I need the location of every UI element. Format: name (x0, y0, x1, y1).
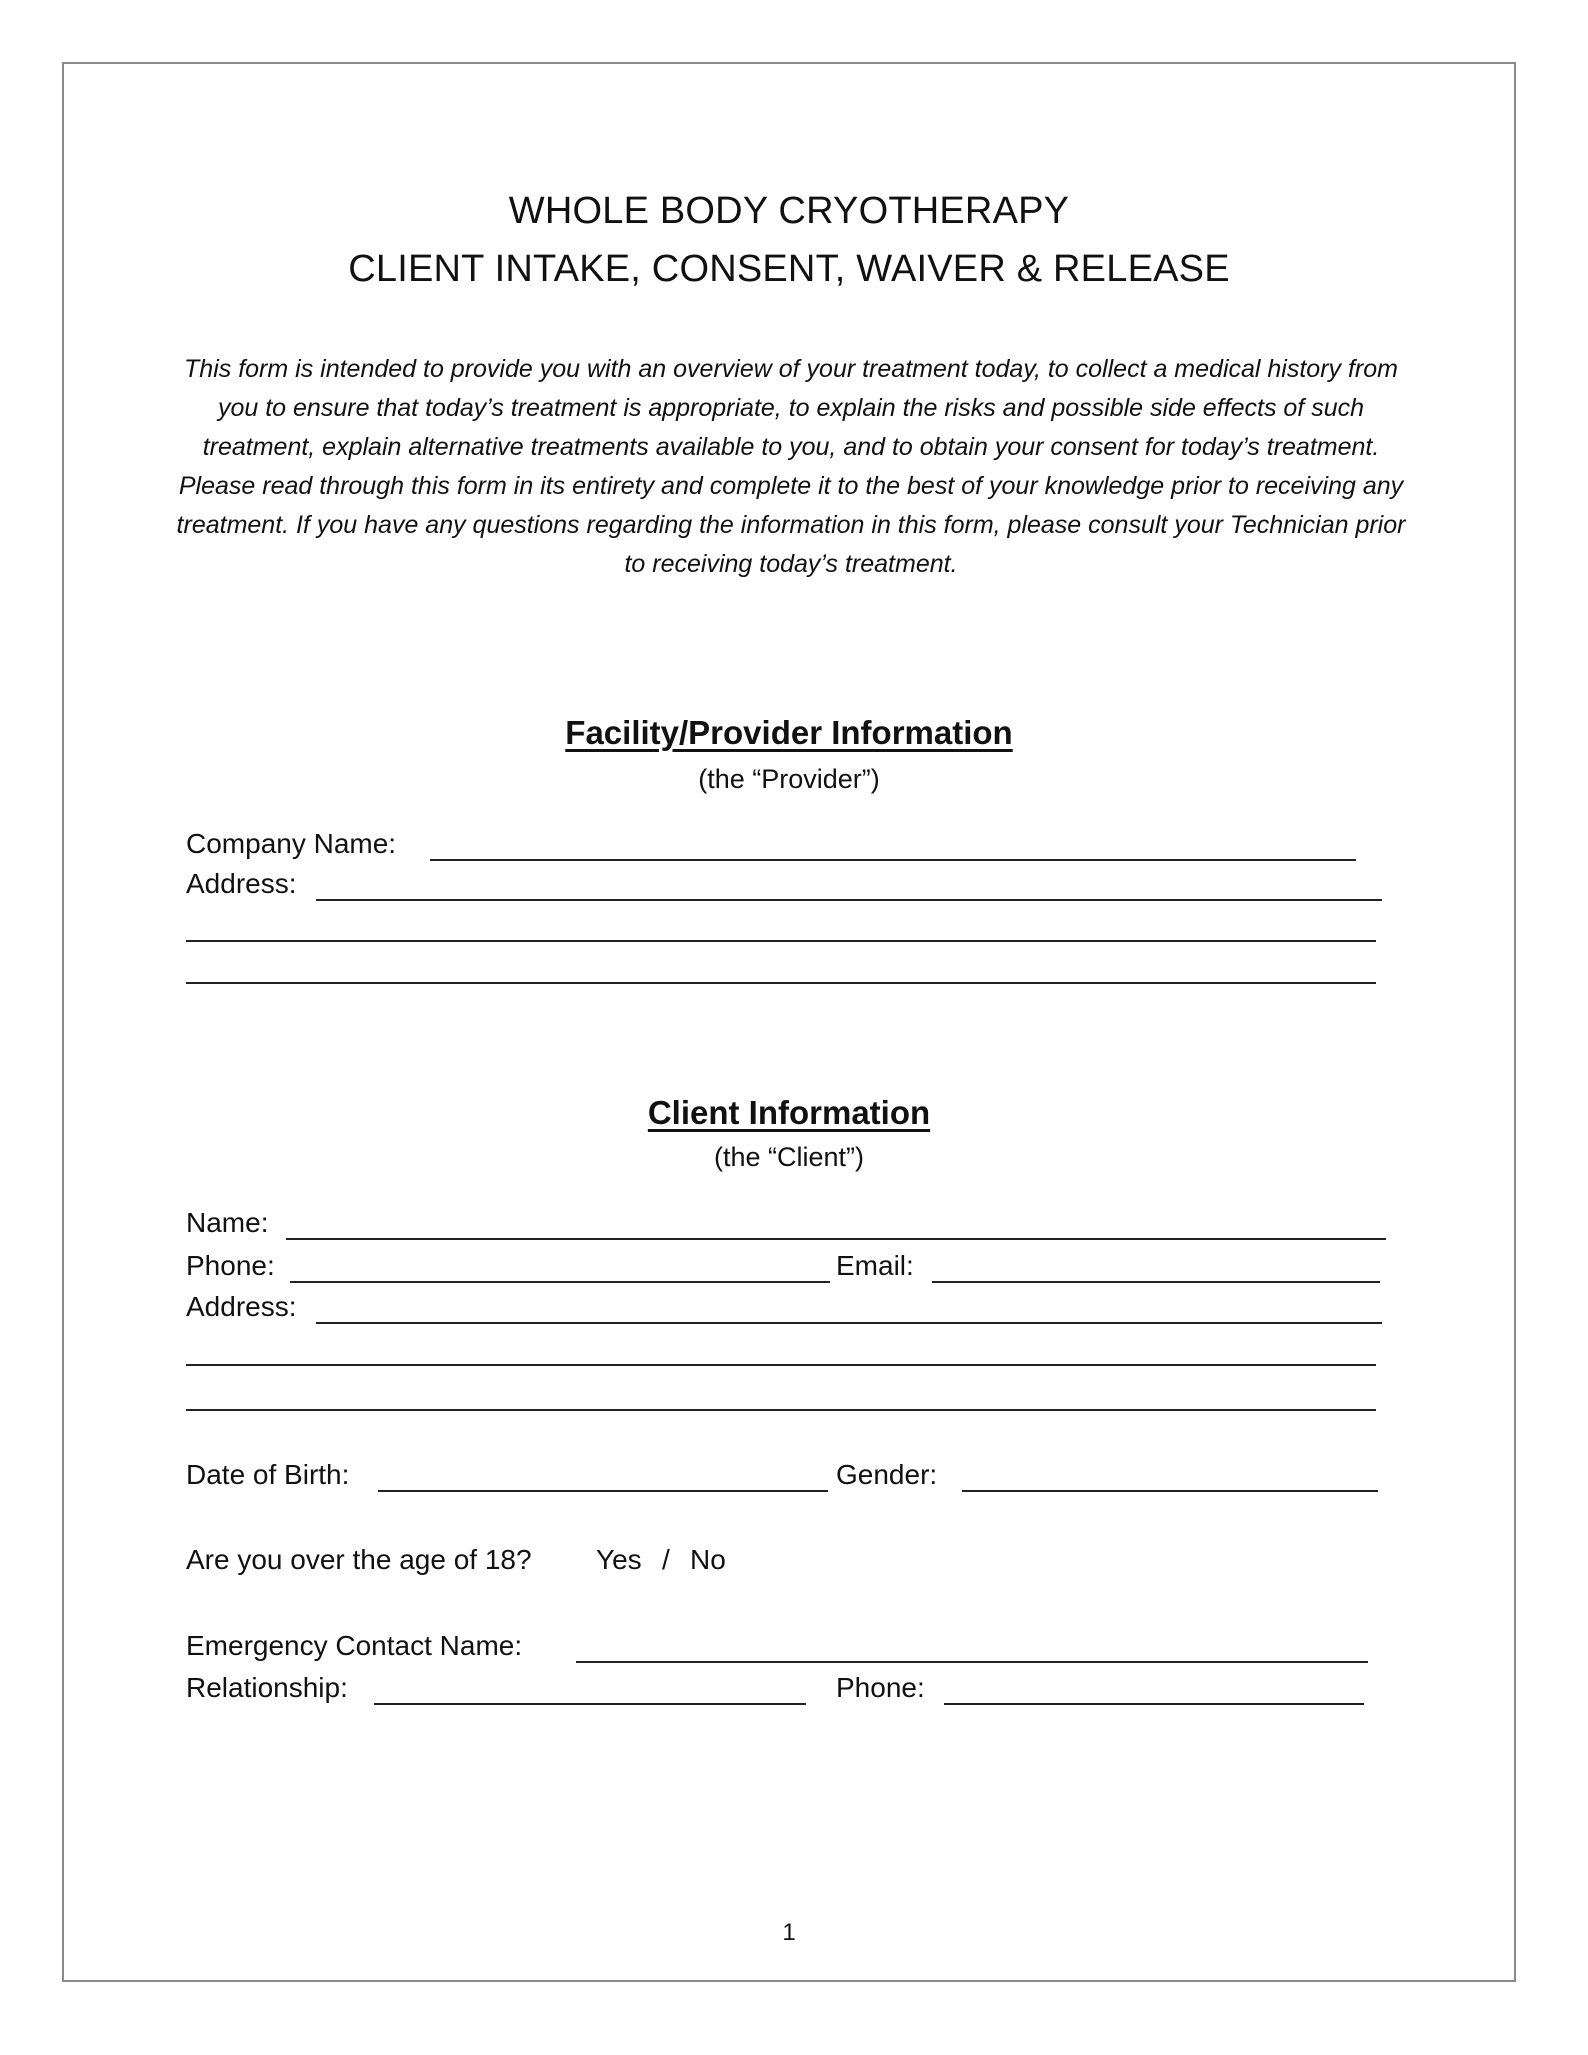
client-section-subheading: (the “Client”) (713, 1142, 865, 1172)
page-number: 1 (782, 1919, 796, 1946)
client-address-field-line-3[interactable] (186, 1409, 1376, 1411)
age-option-separator: / (662, 1544, 670, 1575)
client-section-heading: Client Information (647, 1094, 931, 1131)
provider-section-heading: Facility/Provider Information (565, 714, 1013, 751)
form-title-line-2: CLIENT INTAKE, CONSENT, WAIVER & RELEASE (348, 248, 1230, 290)
provider-address-field-line-2[interactable] (186, 940, 1376, 942)
emergency-contact-name-label: Emergency Contact Name: (186, 1630, 523, 1661)
dob-label: Date of Birth: (186, 1459, 350, 1490)
client-email-field[interactable] (932, 1281, 1380, 1283)
client-name-field[interactable] (286, 1238, 1386, 1240)
provider-section-subheading: (the “Provider”) (698, 764, 880, 794)
provider-address-label: Address: (186, 868, 297, 899)
client-email-label: Email: (836, 1250, 914, 1281)
age-question: Are you over the age of 18? (186, 1544, 532, 1575)
client-name-label: Name: (186, 1207, 269, 1238)
intro-paragraph: This form is intended to provide you with an overview of your treatment today, to collect a medical history from you to ensure that today’s treatment is appropriate, to explain the risks and possible side effects of such treatment, explain alternative treatments available to you, and to obtain your consent for today’s treatment. Please read through this form in its entirety and complete it to the best of your knowledge prior to receiving any treatment. If you have any questions regarding the information in this form, please consult your Technician prior to receiving today’s treatment. (176, 355, 1406, 578)
provider-address-field-line-1[interactable] (316, 899, 1382, 901)
age-yes-option[interactable]: Yes (596, 1544, 642, 1575)
dob-field[interactable] (378, 1490, 828, 1492)
client-phone-label: Phone: (186, 1250, 275, 1281)
emergency-phone-field[interactable] (944, 1703, 1364, 1705)
relationship-label: Relationship: (186, 1672, 348, 1703)
provider-address-field-line-3[interactable] (186, 982, 1376, 984)
emergency-contact-name-field[interactable] (576, 1661, 1368, 1663)
client-address-field-line-1[interactable] (316, 1322, 1382, 1324)
gender-field[interactable] (962, 1490, 1378, 1492)
client-address-field-line-2[interactable] (186, 1364, 1376, 1366)
client-phone-field[interactable] (290, 1281, 830, 1283)
client-address-label: Address: (186, 1291, 297, 1322)
company-name-field[interactable] (430, 859, 1356, 861)
form-title-line-1: WHOLE BODY CRYOTHERAPY (508, 190, 1070, 232)
relationship-field[interactable] (374, 1703, 806, 1705)
document-page (62, 62, 1516, 1982)
emergency-phone-label: Phone: (836, 1672, 925, 1703)
age-no-option[interactable]: No (690, 1544, 726, 1575)
gender-label: Gender: (836, 1459, 938, 1490)
company-name-label: Company Name: (186, 828, 397, 859)
